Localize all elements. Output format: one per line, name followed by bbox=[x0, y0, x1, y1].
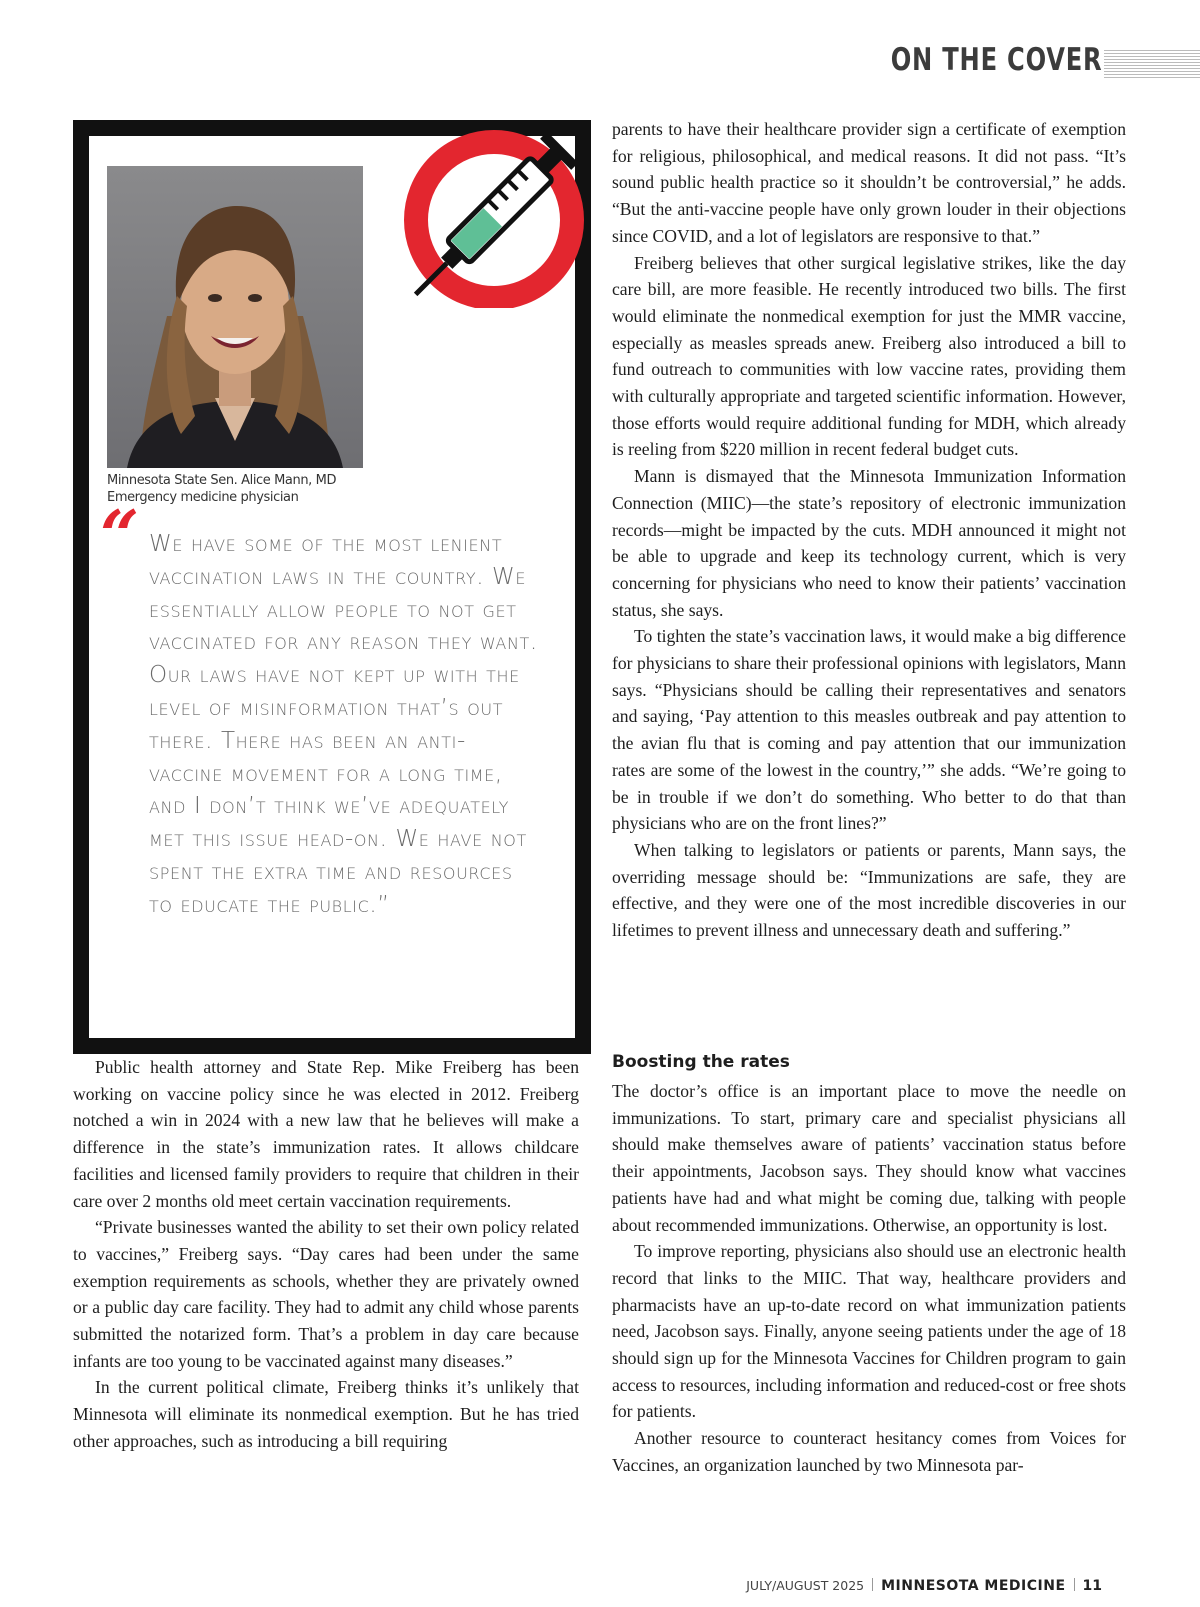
paragraph: “Private businesses wanted the ability to set their own policy related to vaccines,” Freiberg says. “Day cares had been under the same exemption requirements as schools, whether they are privately owned or a public day care facility. They had to admit any child whose parents submitted the notarized form. That’s a problem in day care because infants are too young to be vaccinated against many diseases.” bbox=[73, 1217, 579, 1371]
paragraph: Mann is dismayed that the Minnesota Immunization Information Connection (MIIC)—the state’s repository of electronic immunization records—might be impacted by the cuts. MDH announced it might not be able to upgrade and keep its technology current, which is very concerning for physicians who need to know their patients’ vaccination status, she says. bbox=[612, 466, 1126, 620]
paragraph: The doctor’s office is an important place to move the needle on immunizations. To start, primary care and specialist physicians all should make themselves aware of patients’ vaccination status before their appointments, Jacobson says. They should know what vaccines patients have had and what might be coming due, talking with people about recommended immunizations. Otherwise, an opportunity is lost. bbox=[612, 1081, 1126, 1235]
section-header: ON THE COVER bbox=[890, 42, 1102, 78]
page-footer bbox=[746, 1578, 1102, 1594]
caption-name: Minnesota State Sen. Alice Mann, MD bbox=[107, 473, 337, 488]
no-syringe-icon bbox=[392, 108, 592, 308]
footer-divider bbox=[1074, 1578, 1075, 1591]
portrait-photo bbox=[107, 166, 363, 468]
quote-mark-icon: “ bbox=[100, 496, 140, 576]
paragraph: When talking to legislators or patients or parents, Mann says, the overriding message should be: “Immunizations are safe, they are effective, and they were one of the most incredible discoveries in our lifetimes to prevent illness and unnecessary death and suffering.” bbox=[612, 839, 1126, 941]
paragraph: To tighten the state’s vaccination laws, it would make a big difference for physicians to share their professional opinions with legislators, Mann says. “Physicians should be calling their representatives and senators and saying, ‘Pay attention to this measles outbreak and pay attention to the avian flu that is coming and pay attention that our immunization rates are some of the lowest in the country,’” she adds. “We’re going to be in trouble if we don’t do something. Who better to do that than physicians who are on the front lines?” bbox=[612, 626, 1126, 834]
page-number: 11 bbox=[1082, 1578, 1102, 1594]
paragraph: Freiberg believes that other surgical legislative strikes, like the day care bill, are more feasible. He recently introduced two bills. The first would eliminate the nonmedical exemption for just the MMR vaccine, especially as measles spreads anew. Freiberg also introduced a bill to fund outreach to communities with low vaccine rates, providing them with culturally appropriate and targeted scientific information. However, those efforts would require additional funding for MDH, which already is reeling from $220 million in recent federal budget cuts. bbox=[612, 252, 1126, 460]
pull-quote: We have some of the most lenient vaccination laws in the country. We essentially allow people to not get vaccinated for any reason they want. Our laws have not kept up with the level of misinformation that’s out there. There has been an anti-vaccine movement for a long time, and I don’t think we’ve adequately met this issue head-on. We have not spent the extra time and resources to educate the public.” bbox=[149, 531, 538, 918]
paragraph: In the current political climate, Freiberg thinks it’s unlikely that Minnesota will eliminate its nonmedical exemption. But he has tried other approaches, such as introducing a bill requiring bbox=[73, 1377, 579, 1451]
paragraph: Another resource to counteract hesitancy comes from Voices for Vaccines, an organization launched by two Minnesota par- bbox=[612, 1428, 1126, 1475]
subhead: Boosting the rates bbox=[612, 1052, 790, 1072]
paragraph: Public health attorney and State Rep. Mike Freiberg has been working on vaccine policy since he was elected in 2012. Freiberg notched a win in 2024 with a new law that he believes will make a difference in the state’s immunization rates. It allows childcare facilities and licensed family providers to require that children in their care over 2 months old meet certain vaccination requirements. bbox=[73, 1057, 579, 1211]
left-column bbox=[73, 1054, 579, 1455]
footer-issue: JULY/AUGUST 2025 bbox=[746, 1578, 865, 1593]
header-hatch-decoration bbox=[1104, 50, 1200, 78]
caption-title: Emergency medicine physician bbox=[107, 490, 299, 505]
footer-magazine: MINNESOTA MEDICINE bbox=[881, 1578, 1066, 1594]
paragraph: To improve reporting, physicians also should use an electronic health record that links to the MIIC. That way, healthcare providers and pharmacists have an up-to-date record on what immunization patients need, Jacobson says. Finally, anyone seeing patients under the age of 18 should sign up for the Minnesota Vaccines for Children program to gain access to resources, including information and reduced-cost or free shots for patients. bbox=[612, 1241, 1126, 1422]
right-column-top bbox=[612, 116, 1126, 944]
paragraph: parents to have their healthcare provider sign a certificate of exemption for religious, philosophical, and medical reasons. It did not pass. “It’s sound public health practice so it shouldn’t be controversial,” he adds. “But the anti-vaccine people have only grown louder in their objections since COVID, and a lot of legislators are responsive to that.” bbox=[612, 119, 1126, 246]
photo-caption bbox=[107, 472, 336, 506]
right-column-bottom bbox=[612, 1078, 1126, 1479]
footer-divider bbox=[872, 1578, 873, 1591]
